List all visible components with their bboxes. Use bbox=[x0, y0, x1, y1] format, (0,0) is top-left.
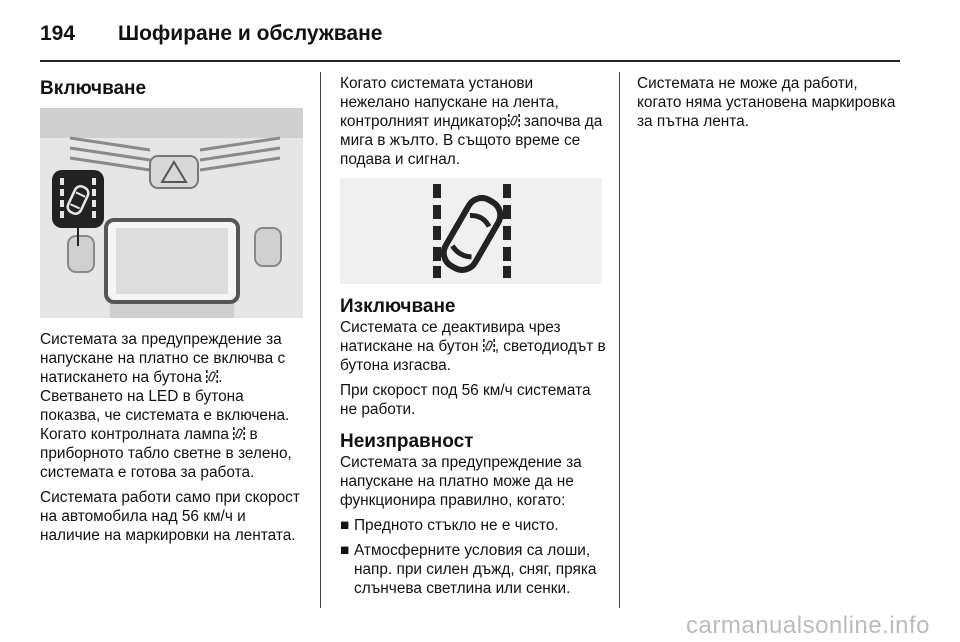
list-item bbox=[340, 541, 606, 598]
column-3 bbox=[637, 74, 903, 137]
text-run: , светодиодът в бутона изгасва. bbox=[340, 338, 606, 374]
text-run: Когато системата установи нежелано напускане на лента, контролният индикатор bbox=[340, 75, 559, 130]
column-1-text bbox=[40, 330, 306, 551]
dashboard-illustration bbox=[40, 108, 303, 318]
section-title-on: Включване bbox=[40, 78, 147, 99]
text-run: в приборното табло светне в зелено, системата е готова за работа. bbox=[40, 426, 292, 481]
lane-departure-icon bbox=[483, 339, 495, 352]
chapter-title: Шофиране и обслужване bbox=[118, 22, 383, 45]
paragraph bbox=[40, 330, 306, 482]
section-title-fault: Неизправност bbox=[340, 431, 474, 452]
text-run: . bbox=[218, 369, 223, 386]
lane-departure-icon bbox=[340, 178, 602, 284]
text-run: Системата за предупреждение за напускане на платно се включва с натискането на бутона bbox=[40, 331, 286, 386]
paragraph bbox=[340, 318, 606, 375]
condition-list bbox=[340, 516, 606, 598]
dashboard-drawing bbox=[40, 108, 303, 318]
list-item-text: Атмосферните условия са лоши, напр. при силен дъжд, сняг, пряка слънчева светлина или сенки. bbox=[354, 542, 597, 597]
text-run: започва да мига в жълто. В същото време се подава и сигнал. bbox=[340, 113, 603, 168]
paragraph: Системата работи само при скорост на автомобила над 56 км/ч и наличие на маркировки на лентата. bbox=[40, 489, 300, 544]
paragraph: При скорост под 56 км/ч системата не работи. bbox=[340, 382, 591, 418]
watermark: carmanualsonline.info bbox=[686, 612, 930, 639]
column-divider bbox=[320, 72, 321, 608]
bullet-icon: ■ bbox=[340, 542, 350, 559]
column-2-bottom bbox=[340, 296, 606, 604]
lane-departure-icon bbox=[233, 427, 245, 440]
page-header bbox=[40, 14, 900, 60]
text-run: Когато контролната лампа bbox=[40, 426, 234, 443]
paragraph bbox=[340, 74, 606, 169]
paragraph: Системата за предупреждение за напускане на платно може да не функционира правилно, когато: bbox=[340, 454, 582, 509]
list-item-text: Предното стъкло не е чисто. bbox=[354, 517, 559, 534]
text-run: Светването на LED в бутона показва, че системата е включена. bbox=[40, 388, 290, 424]
paragraph: Системата не може да работи, когато няма установена маркировка за пътна лента. bbox=[637, 75, 896, 130]
list-item bbox=[340, 516, 606, 535]
lane-departure-icon bbox=[206, 370, 218, 383]
column-2-top bbox=[340, 74, 606, 175]
header-divider bbox=[40, 60, 900, 62]
column-1 bbox=[40, 74, 306, 106]
lane-departure-icon bbox=[508, 114, 520, 127]
lane-indicator-figure bbox=[340, 178, 602, 284]
bullet-icon: ■ bbox=[340, 517, 350, 534]
page-number: 194 bbox=[40, 22, 76, 45]
text-run: Системата се деактивира чрез натискане на бутон bbox=[340, 319, 561, 355]
column-divider bbox=[619, 72, 620, 608]
section-title-off: Изключване bbox=[340, 296, 456, 317]
